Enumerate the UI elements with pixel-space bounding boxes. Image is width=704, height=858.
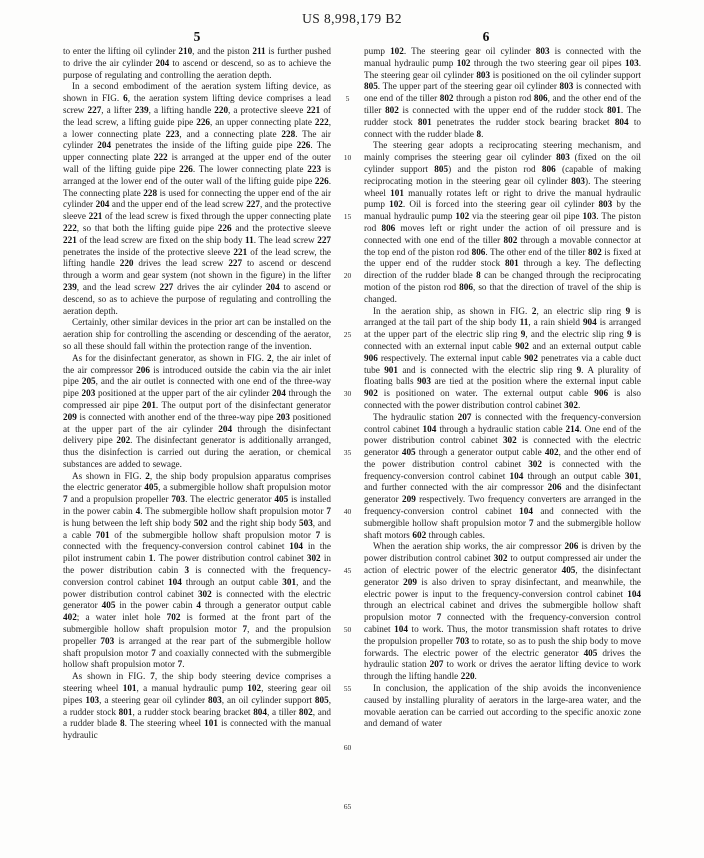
line-number: 10 [343,153,352,163]
paragraph: As shown in FIG. 7, the ship body steering device comprises a steering wheel 101, a manual hydraulic pump 102, steering gear oil pipes 103, a steering gear oil cylinder 803, an oil cylinder support 805, a rudder stock 801, a rudder stock bearing bracket 804, a tiller 802, and a rudder blade 8. The steering wheel 101 is connected with the manual hydraulic [63,671,332,741]
line-number: 15 [343,212,352,222]
column-right [364,46,641,742]
column-left [63,46,331,742]
line-number: 55 [343,684,352,694]
paragraph: In conclusion, the application of the ship avoids the inconvenience caused by installing plurality of aerators in the large-area water, and the movable aeration can be carried out according to the specific anoxic zone and demand of water [364,683,641,729]
line-number: 50 [343,625,352,635]
line-number: 40 [343,507,352,517]
paragraph: to enter the lifting oil cylinder 210, and the piston 211 is further pushed to drive the air cylinder 204 to ascend or descend, so as to achieve the purpose of regulating and controlling the aeration depth. [63,46,331,80]
paragraph: As for the disinfectant generator, as shown in FIG. 2, the air inlet of the air compressor 206 is introduced outside the cabin via the air inlet pipe 205, and the air outlet is connected with one end of the three-way pipe 203 positioned at the upper part of the air cylinder 204 through the compressed air pipe 201. The output port of the disinfectant generator 209 is connected with another end of the three-way pipe 203 positioned at the upper part of the air cylinder 204 through the disinfectant delivery pipe 202. The disinfectant generator is additionally arranged, thus the disinfection is carried out during the aeration, or chemical substances are added to sewage. [63,352,332,469]
line-number-gutter [331,46,364,812]
paragraph: pump 102. The steering gear oil cylinder 803 is connected with the manual hydraulic pump 102 through the two steering gear oil pipes 103. The steering gear oil cylinder 803 is positioned on the oil cylinder support 805. The upper part of the steering gear oil cylinder 803 is connected with one end of the tiller 802 through a piston rod 806, and the other end of the tiller 802 is connected with the upper end of the rudder stock 801. The rudder stock 801 penetrates the rudder stock bearing bracket 804 to connect with the rudder blade 8. [364,46,642,139]
column-number-left: 5 [193,29,201,44]
line-number: 45 [343,566,352,576]
line-number: 60 [343,743,352,753]
line-number: 65 [343,802,352,812]
column-number-right: 6 [482,29,490,44]
paragraph: In the aeration ship, as shown in FIG. 2, an electric slip ring 9 is arranged at the tail part of the ship body 11, a rain shield 904 is arranged at the upper part of the electric slip ring 9, and the electric slip ring 9 is connected with an external input cable 902 and an external output cable 906 respectively. The external input cable 902 penetrates via a cable duct tube 901 and is connected with the electric slip ring 9. A plurality of floating balls 903 are tied at the position where the external input cable 902 is positioned on water. The external output cable 906 is also connected with the power distribution control cabinet 302. [364,305,642,410]
paragraph: The steering gear adopts a reciprocating steering mechanism, and mainly comprises the steering gear oil cylinder 803 (fixed on the oil cylinder support 805) and the piston rod 806 (capable of making reciprocating motion in the steering gear oil cylinder 803). The steering wheel 101 manually rotates left or right to drive the manual hydraulic pump 102. Oil is forced into the steering gear oil cylinder 803 by the manual hydraulic pump 102 via the steering gear oil pipe 103. The piston rod 806 moves left or right under the action of oil pressure and is connected with one end of the tiller 802 through a movable connector at the top end of the piston rod 806. The other end of the tiller 802 is fixed at the upper end of the rudder stock 801 through a key. The deflecting direction of the rudder blade 8 can be changed through the reciprocating motion of the piston rod 806, so that the direction of travel of the ship is changed. [364,140,642,304]
patent-number: US 8,998,179 B2 [302,11,402,26]
paragraph: In a second embodiment of the aeration system lifting device, as shown in FIG. 6, the aeration system lifting device comprises a lead screw 227, a lifter 239, a lifting handle 220, a protective sleeve 221 of the lead screw, a lifting guide pipe 226, an upper connecting plate 222, a lower connecting plate 223, and a connecting plate 228. The air cylinder 204 penetrates the inside of the lifting guide pipe 226. The upper connecting plate 222 is arranged at the upper end of the outer wall of the lifting guide pipe 226. The lower connecting plate 223 is arranged at the lower end of the outer wall of the lifting guide pipe 226. The connecting plate 228 is used for connecting the upper end of the air cylinder 204 and the upper end of the lead screw 227, and the protective sleeve 221 of the lead screw is fixed through the upper connecting plate 222, so that both the lifting guide pipe 226 and the protective sleeve 221 of the lead screw are fixed on the ship body 11. The lead screw 227 penetrates the inside of the protective sleeve 221 of the lead screw, the lifting handle 220 drives the lead screw 227 to ascend or descend through a worm and gear system (not shown in the figure) in the lifter 239, and the lead screw 227 drives the air cylinder 204 to ascend or descend, so as to achieve the purpose of regulating and controlling the aeration depth. [63,81,332,316]
line-number: 5 [345,94,350,104]
line-number: 30 [343,389,352,399]
line-number: 25 [343,330,352,340]
line-number: 20 [343,271,352,281]
paragraph: Certainly, other similar devices in the prior art can be installed on the aeration ship for controlling the ascending or descending of the aerator, so all these should fall within the protection range of the invention. [63,317,331,351]
paragraph: When the aeration ship works, the air compressor 206 is driven by the power distribution control cabinet 302 to output compressed air under the action of electric power of the electric generator 405, the disinfectant generator 209 is also driven to spray disinfectant, and meanwhile, the electric power is input to the frequency-conversion control cabinet 104 through an electrical cabinet and drives the submergible hollow shaft propulsion motor 7 connected with the frequency-conversion control cabinet 104 to work. Thus, the motor transmission shaft rotates to drive the propulsion propeller 703 to rotate, so as to push the ship body to move forwards. The electric power of the electric generator 405 drives the hydraulic station 207 to work or drives the aerator lifting device to work through the lifting handle 220. [364,541,641,682]
paragraph: As shown in FIG. 2, the ship body propulsion apparatus comprises the electric generator 405, a submergible hollow shaft propulsion motor 7 and a propulsion propeller 703. The electric generator 405 is installed in the power cabin 4. The submergible hollow shaft propulsion motor 7 is hung between the left ship body 502 and the right ship body 503, and a cable 701 of the submergible hollow shaft propulsion motor 7 is connected with the frequency-conversion control cabinet 104 in the pilot instrument cabin 1. The power distribution control cabinet 302 in the power distribution cabin 3 is connected with the frequency-conversion control cabinet 104 through an output cable 301, and the power distribution control cabinet 302 is connected with the electric generator 405 in the power cabin 4 through a generator output cable 402; a water inlet hole 702 is formed at the front part of the submergible hollow shaft propulsion motor 7, and the propulsion propeller 703 is arranged at the rear part of the submergible hollow shaft propulsion motor 7 and coaxially connected with the submergible hollow shaft propulsion motor 7. [63,470,332,670]
text-block [63,46,642,812]
paragraph: The hydraulic station 207 is connected with the frequency-conversion control cabinet 104 through a hydraulic station cable 214. One end of the power distribution control cabinet 302 is connected with the electric generator 405 through a generator output cable 402, and the other end of the power distribution control cabinet 302 is connected with the frequency-conversion control cabinet 104 through an output cable 301, and further connected with the air compressor 206 and the disinfectant generator 209 respectively. Two frequency converters are arranged in the frequency-conversion control cabinet 104 and connected with the submergible hollow shaft propulsion motor 7 and the submergible hollow shaft motors 602 through cables. [364,411,642,540]
line-number: 35 [343,448,352,458]
